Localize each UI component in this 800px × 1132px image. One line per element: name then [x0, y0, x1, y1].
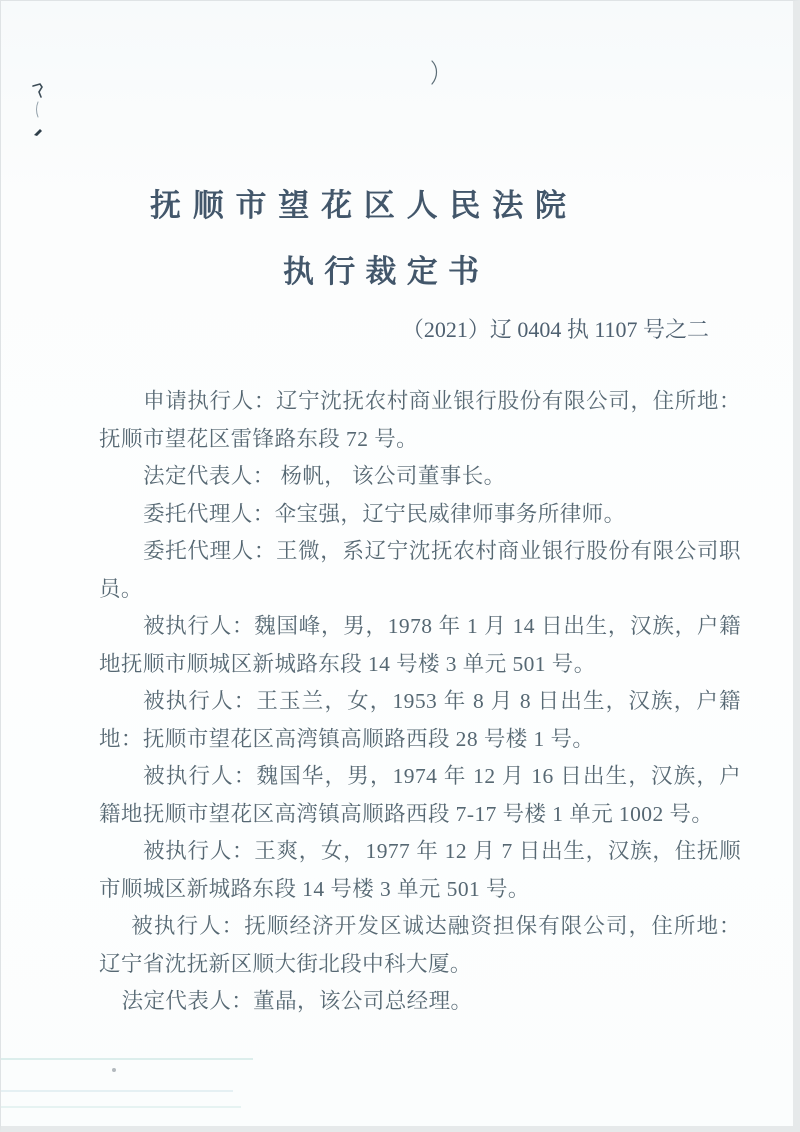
scan-speck	[112, 1068, 116, 1072]
curve-mark-icon	[429, 60, 440, 90]
paragraph-respondent-5: 被执行人：抚顺经济开发区诚达融资担保有限公司，住所地：辽宁省沈抚新区顺大街北段中科大厦。	[99, 914, 741, 976]
document-body	[99, 383, 741, 1021]
paragraph-legal-representative-2: 法定代表人：董晶，该公司总经理。	[121, 989, 473, 1013]
scan-streak	[1, 1106, 241, 1108]
paragraph-agent-1: 委托代理人：伞宝强，辽宁民威律师事务所律师。	[143, 501, 626, 526]
ink-blob-icon	[32, 125, 44, 143]
paragraph-respondent-2: 被执行人：王玉兰，女，1953 年 8 月 8 日出生，汉族，户籍地：抚顺市望花区高湾镇高顺路西段 28 号楼 1 号。	[99, 689, 741, 751]
document-title: 执行裁定书	[283, 254, 490, 289]
case-number: （2021）辽 0404 执 1107 号之二	[401, 317, 709, 342]
faint-stroke-icon	[34, 101, 41, 123]
paragraph-legal-representative: 法定代表人： 杨帆， 该公司董事长。	[143, 464, 506, 488]
pen-mark-icon	[32, 83, 46, 105]
paragraph-respondent-1: 被执行人：魏国峰，男，1978 年 1 月 14 日出生，汉族，户籍地抚顺市顺城区新城路东段 14 号楼 3 单元 501 号。	[99, 614, 741, 676]
paragraph-agent-2: 委托代理人：王微，系辽宁沈抚农村商业银行股份有限公司职员。	[99, 539, 741, 601]
paragraph-respondent-4: 被执行人：王爽，女，1977 年 12 月 7 日出生，汉族，住抚顺市顺城区新城路东段 14 号楼 3 单元 501 号。	[99, 839, 741, 901]
court-name-heading: 抚顺市望花区人民法院	[149, 188, 578, 223]
paragraph-respondent-3: 被执行人：魏国华，男，1974 年 12 月 16 日出生，汉族，户籍地抚顺市望花区高湾镇高顺路西段 7-17 号楼 1 单元 1002 号。	[99, 764, 741, 826]
scan-streak	[1, 1090, 233, 1092]
paragraph-applicant: 申请执行人：辽宁沈抚农村商业银行股份有限公司，住所地：抚顺市望花区雷锋路东段 72 号。	[99, 389, 741, 451]
scan-streak	[1, 1058, 253, 1060]
